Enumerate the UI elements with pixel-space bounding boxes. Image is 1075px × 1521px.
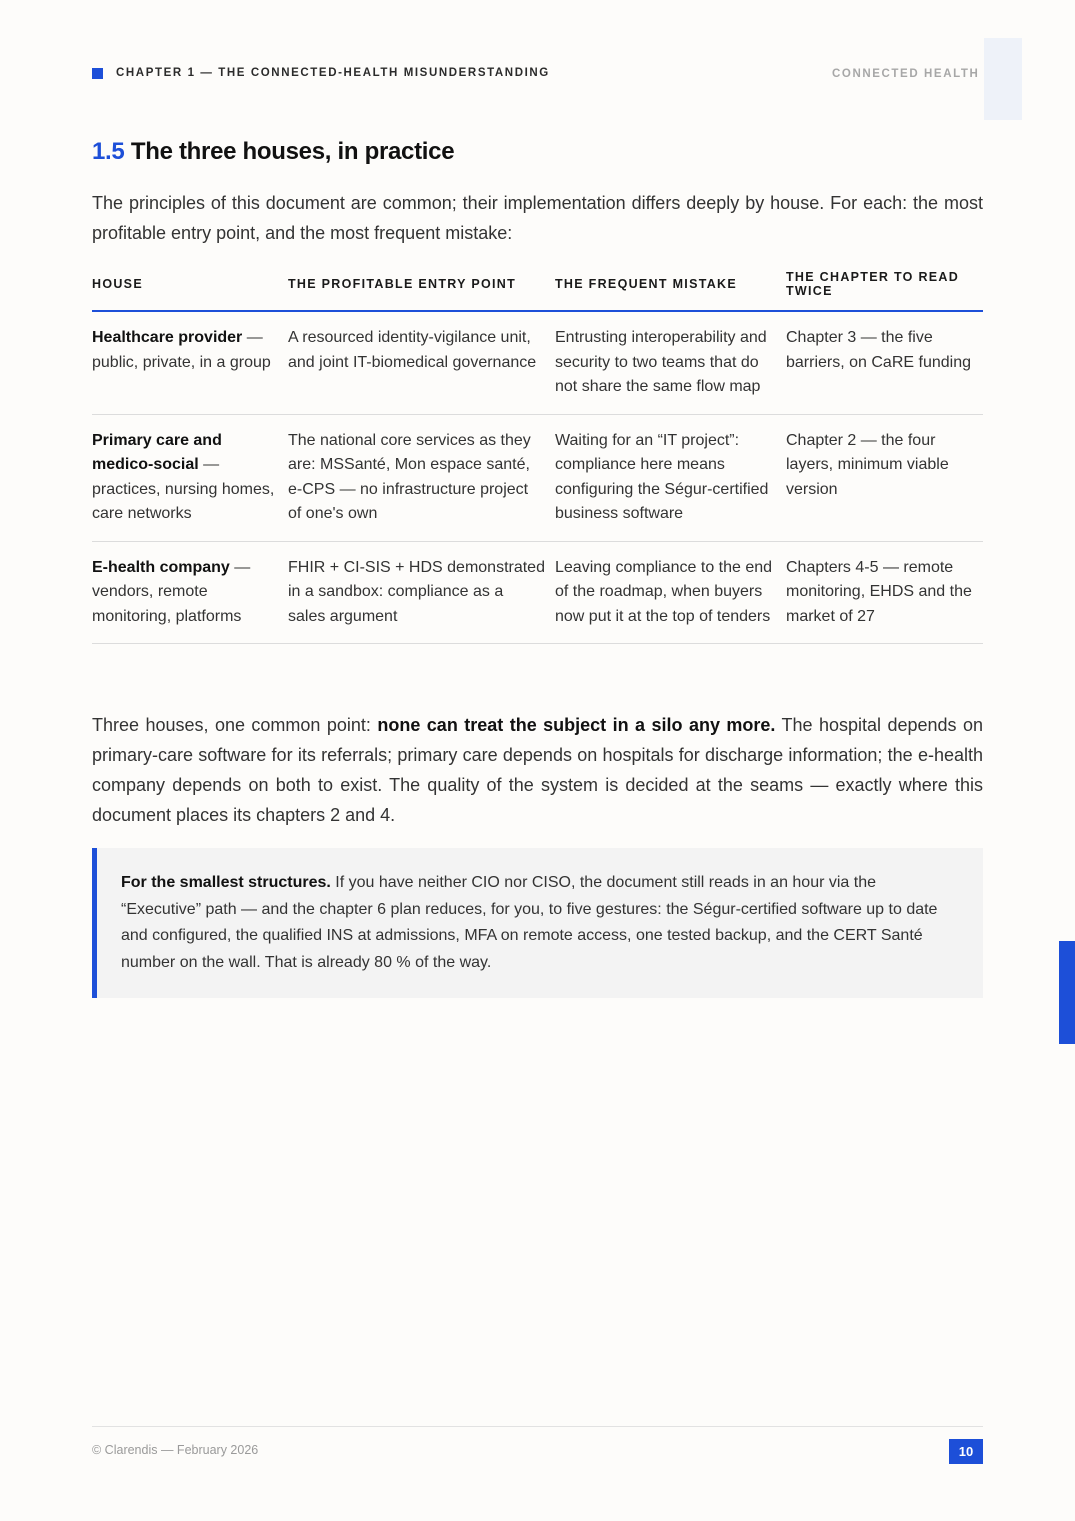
house-description: — vendors, remote monitoring, platforms xyxy=(92,558,251,625)
chapter-cell: Chapter 3 — the five barriers, on CaRE funding xyxy=(786,311,983,414)
table-row xyxy=(92,311,983,414)
running-header-chapter: CHAPTER 1 — THE CONNECTED-HEALTH MISUNDERSTANDING xyxy=(116,67,550,79)
section-number: 1.5 xyxy=(92,138,125,165)
table-row xyxy=(92,414,983,541)
chapter-cell: Chapter 2 — the four layers, minimum viable version xyxy=(786,414,983,541)
footer-copyright: © Clarendis — February 2026 xyxy=(92,1443,259,1457)
conclusion-rest: The hospital depends on primary-care software for its referrals; primary care depends on hospitals for discharge information; the e-health company depends on both to exist. The quality of the system is decided at the seams — exactly where this document places its chapters 2 and 4. xyxy=(92,715,984,825)
chapter-cell: Chapters 4-5 — remote monitoring, EHDS and the market of 27 xyxy=(786,541,983,644)
house-name: Healthcare provider xyxy=(92,329,243,346)
house-cell xyxy=(92,311,288,414)
header-entry-point: THE PROFITABLE ENTRY POINT xyxy=(288,258,555,311)
house-cell xyxy=(92,541,288,644)
conclusion-emphasis: none can treat the subject in a silo any more. xyxy=(377,715,776,735)
intro-paragraph: The principles of this document are common; their implementation differs deeply by house. For each: the most profitable entry point, and the most frequent mistake: xyxy=(92,193,983,243)
conclusion-lead: Three houses, one common point: xyxy=(92,715,378,735)
house-description: — practices, nursing homes, care networks xyxy=(92,456,275,522)
table-row xyxy=(92,541,983,644)
mistake-cell: Entrusting interoperability and security to two teams that do not share the same flow map xyxy=(555,311,786,414)
page-number: 10 xyxy=(949,1439,983,1464)
entry-cell: A resourced identity-vigilance unit, and joint IT-biomedical governance xyxy=(288,311,555,414)
house-name: Primary care and medico-social xyxy=(92,431,222,473)
chapter-marker xyxy=(92,68,103,79)
section-title: The three houses, in practice xyxy=(130,138,455,165)
house-name: E-health company xyxy=(92,558,230,576)
house-description: — public, private, in a group xyxy=(92,329,271,371)
chapter-numeral-decoration xyxy=(984,38,1022,120)
chapter-side-tab xyxy=(1059,941,1075,1044)
callout-box xyxy=(92,848,983,998)
header-chapter: THE CHAPTER TO READ TWICE xyxy=(786,258,983,311)
header-mistake: THE FREQUENT MISTAKE xyxy=(555,258,786,311)
conclusion-paragraph xyxy=(92,710,983,830)
mistake-cell: Leaving compliance to the end of the roadmap, when buyers now put it at the top of tenders xyxy=(555,541,786,644)
footer-divider xyxy=(92,1426,983,1427)
header-house: HOUSE xyxy=(92,258,288,311)
section-heading xyxy=(92,138,454,166)
callout-title: For the smallest structures. xyxy=(121,874,331,891)
table-header-row xyxy=(92,258,983,311)
houses-table xyxy=(92,258,983,644)
entry-cell: FHIR + CI-SIS + HDS demonstrated in a sandbox: compliance as a sales argument xyxy=(288,541,555,644)
mistake-cell: Waiting for an “IT project”: compliance here means configuring the Ségur-certified business software xyxy=(555,414,786,541)
entry-cell: The national core services as they are: MSSanté, Mon espace santé, e-CPS — no infrastructure project of one's own xyxy=(288,414,555,541)
house-cell xyxy=(92,414,288,541)
running-header-title: CONNECTED HEALTH xyxy=(832,68,980,80)
callout-text: If you have neither CIO nor CISO, the document still reads in an hour via the “Executive” path — and the chapter 6 plan reduces, for you, to five gestures: the Ségur-certified software up to date and configured, the qualified INS at admissions, MFA on remote access, one tested backup, and the CERT Santé number on the wall. That is already 80 % of the way. xyxy=(121,874,938,971)
